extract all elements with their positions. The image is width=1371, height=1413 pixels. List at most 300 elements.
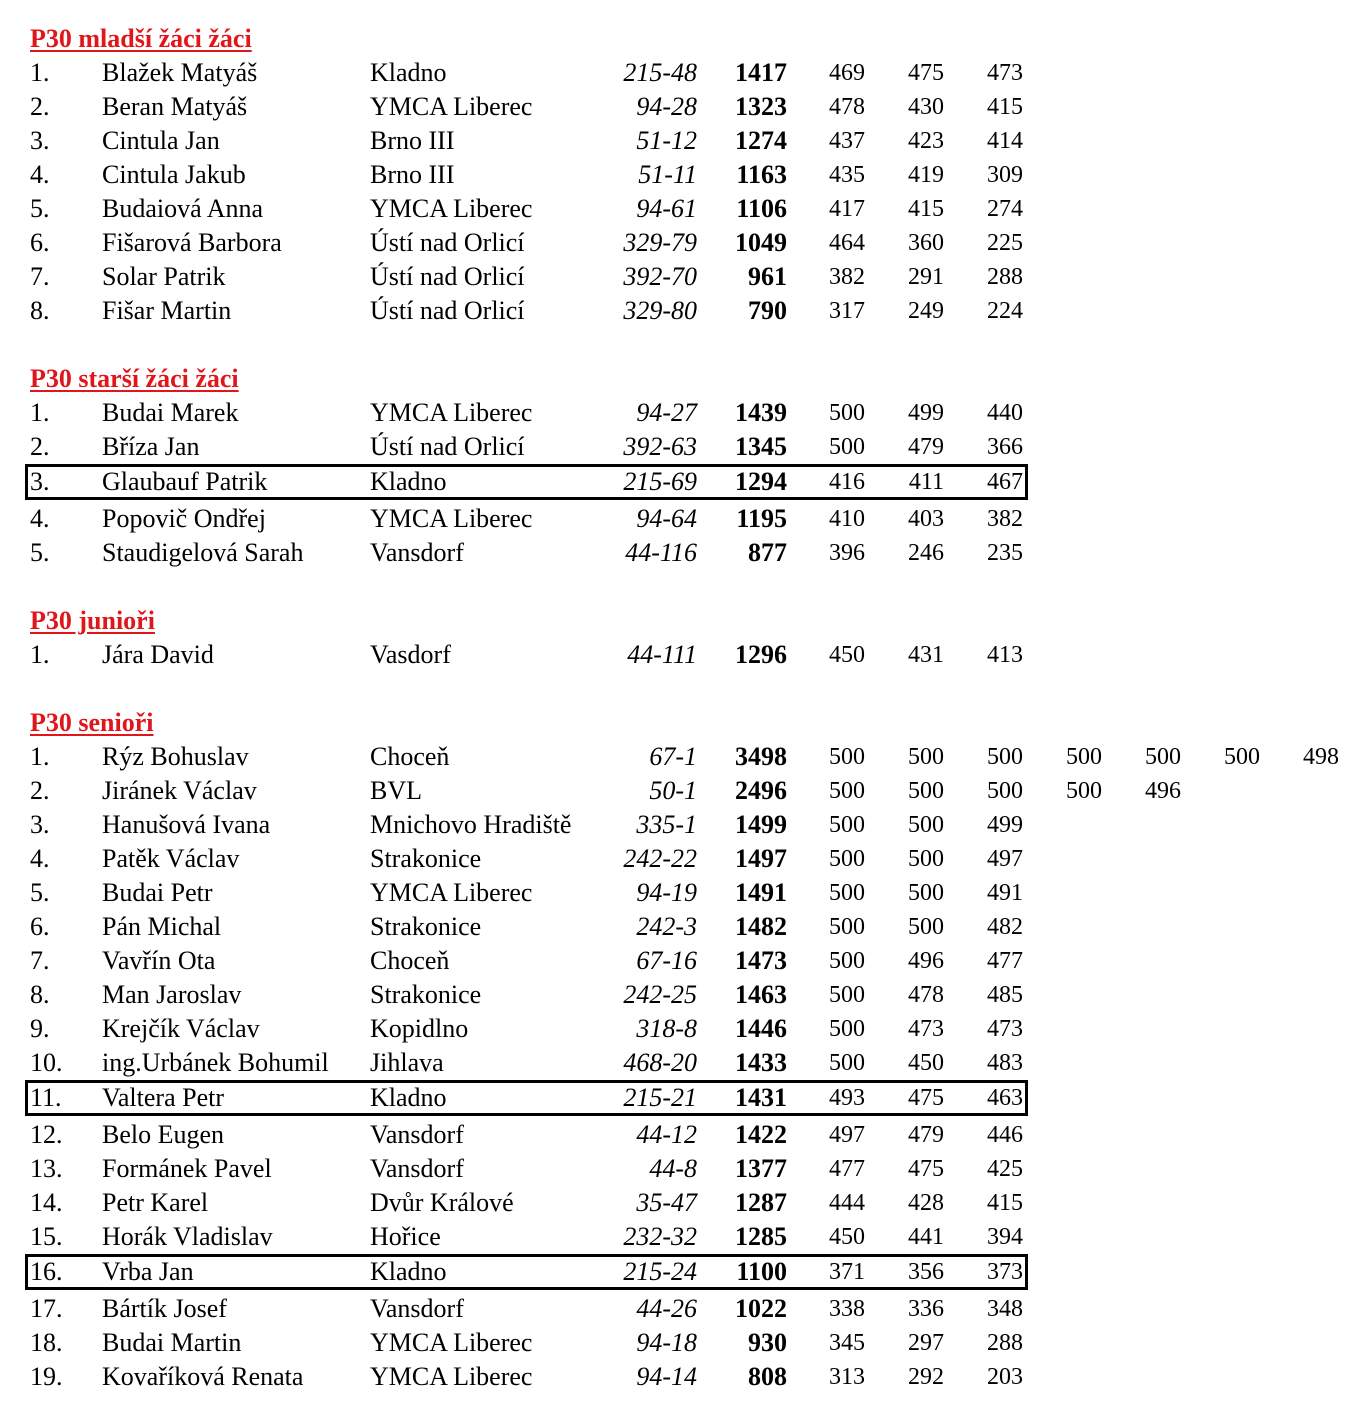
total-score: 3498 — [735, 742, 787, 771]
total-score: 1022 — [735, 1294, 787, 1323]
series-score: 428 — [908, 1190, 944, 1216]
section-heading — [0, 706, 1371, 740]
total-score: 1499 — [735, 810, 787, 839]
series-score: 477 — [829, 1156, 865, 1182]
series-score: 475 — [908, 1156, 944, 1182]
competitor-name: Pán Michal — [102, 912, 222, 941]
club-name: Ústí nad Orlicí — [370, 228, 525, 257]
result-row — [0, 1360, 1371, 1394]
rank-cell: 6. — [30, 912, 50, 941]
series-score: 496 — [908, 948, 944, 974]
registration-code: 242-22 — [623, 844, 697, 873]
results-document — [0, 22, 1371, 1394]
registration-code: 335-1 — [636, 810, 697, 839]
club-name: Brno III — [370, 126, 455, 155]
series-score: 500 — [1224, 744, 1260, 770]
club-name: Vansdorf — [370, 1120, 464, 1149]
club-name: Ústí nad Orlicí — [370, 262, 525, 291]
series-score: 499 — [987, 812, 1023, 838]
series-score: 500 — [987, 778, 1023, 804]
series-score: 500 — [987, 744, 1023, 770]
registration-code: 51-12 — [636, 126, 697, 155]
competitor-name: Bříza Jan — [102, 432, 200, 461]
series-score: 479 — [908, 434, 944, 460]
registration-code: 318-8 — [636, 1014, 697, 1043]
total-score: 1431 — [735, 1083, 787, 1112]
series-score: 485 — [987, 982, 1023, 1008]
series-score: 345 — [829, 1330, 865, 1356]
club-name: Jihlava — [370, 1048, 444, 1077]
rank-cell: 5. — [30, 538, 50, 567]
club-name: Mnichovo Hradiště — [370, 810, 572, 839]
series-score: 464 — [829, 230, 865, 256]
result-row — [0, 638, 1371, 672]
registration-code: 215-69 — [623, 467, 697, 496]
series-score: 500 — [829, 744, 865, 770]
result-row — [0, 396, 1371, 430]
result-row — [0, 124, 1371, 158]
series-score: 482 — [987, 914, 1023, 940]
series-score: 450 — [829, 1224, 865, 1250]
competitor-name: Jiránek Václav — [102, 776, 257, 805]
rank-cell: 18. — [30, 1328, 63, 1357]
club-name: Strakonice — [370, 912, 482, 941]
registration-code: 44-26 — [636, 1294, 697, 1323]
registration-code: 94-27 — [636, 398, 697, 427]
club-name: Hořice — [370, 1222, 441, 1251]
rank-cell: 1. — [30, 640, 50, 669]
series-score: 491 — [987, 880, 1023, 906]
total-score: 1294 — [735, 467, 787, 496]
total-score: 790 — [748, 296, 787, 325]
rank-cell: 3. — [30, 810, 50, 839]
series-score: 415 — [987, 94, 1023, 120]
series-score: 417 — [829, 196, 865, 222]
series-score: 500 — [829, 948, 865, 974]
result-row — [0, 1326, 1371, 1360]
club-name: Dvůr Králové — [370, 1188, 514, 1217]
result-row — [0, 1186, 1371, 1220]
registration-code: 232-32 — [623, 1222, 697, 1251]
total-score: 1100 — [736, 1257, 787, 1286]
club-name: Ústí nad Orlicí — [370, 296, 525, 325]
series-score: 500 — [908, 846, 944, 872]
competitor-name: Formánek Pavel — [102, 1154, 272, 1183]
series-score: 291 — [908, 264, 944, 290]
result-row — [0, 1118, 1371, 1152]
series-score: 483 — [987, 1050, 1023, 1076]
registration-code: 94-19 — [636, 878, 697, 907]
section-title: P30 junioři — [30, 606, 155, 635]
competitor-name: Staudigelová Sarah — [102, 538, 304, 567]
total-score: 1491 — [735, 878, 787, 907]
series-score: 500 — [908, 812, 944, 838]
series-score: 444 — [829, 1190, 865, 1216]
rank-cell: 17. — [30, 1294, 63, 1323]
total-score: 1106 — [736, 194, 787, 223]
section-heading — [0, 604, 1371, 638]
registration-code: 44-8 — [649, 1154, 697, 1183]
series-score: 500 — [1066, 744, 1102, 770]
series-score: 500 — [829, 1016, 865, 1042]
series-score: 463 — [987, 1085, 1023, 1111]
series-score: 467 — [987, 469, 1023, 495]
series-score: 249 — [908, 298, 944, 324]
series-score: 382 — [987, 506, 1023, 532]
total-score: 877 — [748, 538, 787, 567]
rank-cell: 8. — [30, 296, 50, 325]
rank-cell: 4. — [30, 844, 50, 873]
registration-code: 35-47 — [636, 1188, 697, 1217]
series-score: 425 — [987, 1156, 1023, 1182]
total-score: 1287 — [735, 1188, 787, 1217]
registration-code: 392-70 — [623, 262, 697, 291]
series-score: 313 — [829, 1364, 865, 1390]
series-score: 500 — [908, 744, 944, 770]
club-name: Kladno — [370, 1083, 447, 1112]
registration-code: 215-21 — [623, 1083, 697, 1112]
registration-code: 44-12 — [636, 1120, 697, 1149]
section-title: P30 senioři — [30, 708, 154, 737]
section-spacer — [0, 570, 1371, 604]
competitor-name: Cintula Jan — [102, 126, 220, 155]
club-name: Kladno — [370, 1257, 447, 1286]
series-score: 371 — [829, 1259, 865, 1285]
competitor-name: Man Jaroslav — [102, 980, 242, 1009]
rank-cell: 3. — [30, 126, 50, 155]
club-name: Vansdorf — [370, 538, 464, 567]
competitor-name: Glaubauf Patrik — [102, 467, 268, 496]
club-name: YMCA Liberec — [370, 878, 533, 907]
series-score: 500 — [829, 880, 865, 906]
competitor-name: Vrba Jan — [102, 1257, 194, 1286]
total-score: 1417 — [735, 58, 787, 87]
series-score: 356 — [908, 1259, 944, 1285]
total-score: 1296 — [735, 640, 787, 669]
registration-code: 67-16 — [636, 946, 697, 975]
result-row — [0, 774, 1371, 808]
competitor-name: Fišar Martin — [102, 296, 232, 325]
series-score: 450 — [829, 642, 865, 668]
registration-code: 215-24 — [623, 1257, 697, 1286]
registration-code: 94-28 — [636, 92, 697, 121]
series-score: 450 — [908, 1050, 944, 1076]
rank-cell: 15. — [30, 1222, 63, 1251]
rank-cell: 1. — [30, 742, 50, 771]
rank-cell: 2. — [30, 776, 50, 805]
result-row — [0, 740, 1371, 774]
competitor-name: Cintula Jakub — [102, 160, 246, 189]
series-score: 435 — [829, 162, 865, 188]
section-heading — [0, 22, 1371, 56]
result-row — [0, 260, 1371, 294]
result-row — [0, 502, 1371, 536]
section-spacer — [0, 672, 1371, 706]
result-row — [0, 294, 1371, 328]
competitor-name: Solar Patrik — [102, 262, 226, 291]
total-score: 1497 — [735, 844, 787, 873]
series-score: 500 — [829, 1050, 865, 1076]
result-row — [0, 430, 1371, 464]
section-heading — [0, 362, 1371, 396]
competitor-name: Budai Marek — [102, 398, 239, 427]
series-score: 288 — [987, 264, 1023, 290]
series-score: 309 — [987, 162, 1023, 188]
series-score: 203 — [987, 1364, 1023, 1390]
series-score: 366 — [987, 434, 1023, 460]
series-score: 499 — [908, 400, 944, 426]
registration-code: 242-25 — [623, 980, 697, 1009]
result-row — [0, 876, 1371, 910]
registration-code: 329-80 — [623, 296, 697, 325]
series-score: 382 — [829, 264, 865, 290]
series-score: 500 — [1145, 744, 1181, 770]
series-score: 317 — [829, 298, 865, 324]
series-score: 410 — [829, 506, 865, 532]
series-score: 246 — [908, 540, 944, 566]
rank-cell: 12. — [30, 1120, 63, 1149]
highlighted-result-row — [0, 465, 1371, 501]
series-score: 423 — [908, 128, 944, 154]
rank-cell: 2. — [30, 432, 50, 461]
rank-cell: 7. — [30, 946, 50, 975]
series-score: 414 — [987, 128, 1023, 154]
total-score: 1439 — [735, 398, 787, 427]
rank-cell: 19. — [30, 1362, 63, 1391]
total-score: 1433 — [735, 1048, 787, 1077]
competitor-name: Blažek Matyáš — [102, 58, 258, 87]
result-row — [0, 90, 1371, 124]
total-score: 961 — [748, 262, 787, 291]
series-score: 478 — [908, 982, 944, 1008]
competitor-name: Valtera Petr — [102, 1083, 225, 1112]
total-score: 1195 — [736, 504, 787, 533]
section-spacer — [0, 328, 1371, 362]
total-score: 1274 — [735, 126, 787, 155]
rank-cell: 3. — [30, 467, 50, 496]
result-row — [0, 1046, 1371, 1080]
registration-code: 215-48 — [623, 58, 697, 87]
rank-cell: 2. — [30, 92, 50, 121]
series-score: 477 — [987, 948, 1023, 974]
competitor-name: Patěk Václav — [102, 844, 240, 873]
total-score: 1377 — [735, 1154, 787, 1183]
registration-code: 51-11 — [638, 160, 697, 189]
registration-code: 94-61 — [636, 194, 697, 223]
total-score: 1345 — [735, 432, 787, 461]
club-name: Choceň — [370, 742, 450, 771]
rank-cell: 14. — [30, 1188, 63, 1217]
result-row — [0, 226, 1371, 260]
result-row — [0, 808, 1371, 842]
series-score: 413 — [987, 642, 1023, 668]
competitor-name: Hanušová Ivana — [102, 810, 271, 839]
total-score: 1323 — [735, 92, 787, 121]
total-score: 1163 — [736, 160, 787, 189]
rank-cell: 9. — [30, 1014, 50, 1043]
club-name: Strakonice — [370, 844, 482, 873]
rank-cell: 4. — [30, 160, 50, 189]
series-score: 235 — [987, 540, 1023, 566]
result-row — [0, 944, 1371, 978]
competitor-name: Fišarová Barbora — [102, 228, 282, 257]
result-row — [0, 910, 1371, 944]
club-name: Choceň — [370, 946, 450, 975]
club-name: Brno III — [370, 160, 455, 189]
club-name: Kladno — [370, 467, 447, 496]
registration-code: 94-18 — [636, 1328, 697, 1357]
series-score: 437 — [829, 128, 865, 154]
series-score: 500 — [829, 434, 865, 460]
competitor-name: Belo Eugen — [102, 1120, 225, 1149]
registration-code: 50-1 — [649, 776, 697, 805]
club-name: YMCA Liberec — [370, 1362, 533, 1391]
series-score: 373 — [987, 1259, 1023, 1285]
club-name: Vansdorf — [370, 1154, 464, 1183]
club-name: YMCA Liberec — [370, 1328, 533, 1357]
club-name: Ústí nad Orlicí — [370, 432, 525, 461]
competitor-name: Beran Matyáš — [102, 92, 248, 121]
club-name: YMCA Liberec — [370, 398, 533, 427]
result-row — [0, 56, 1371, 90]
series-score: 441 — [908, 1224, 944, 1250]
series-score: 360 — [908, 230, 944, 256]
series-score: 431 — [908, 642, 944, 668]
total-score: 1463 — [735, 980, 787, 1009]
series-score: 500 — [829, 812, 865, 838]
club-name: Kladno — [370, 58, 447, 87]
rank-cell: 1. — [30, 398, 50, 427]
total-score: 1473 — [735, 946, 787, 975]
rank-cell: 13. — [30, 1154, 63, 1183]
series-score: 500 — [829, 778, 865, 804]
highlighted-result-row — [0, 1255, 1371, 1291]
series-score: 473 — [987, 1016, 1023, 1042]
rank-cell: 5. — [30, 194, 50, 223]
series-score: 297 — [908, 1330, 944, 1356]
series-score: 475 — [908, 1085, 944, 1111]
result-row — [0, 1220, 1371, 1254]
club-name: Vansdorf — [370, 1294, 464, 1323]
series-score: 500 — [829, 400, 865, 426]
total-score: 1422 — [735, 1120, 787, 1149]
highlighted-result-row — [0, 1081, 1371, 1117]
series-score: 396 — [829, 540, 865, 566]
competitor-name: Popovič Ondřej — [102, 504, 266, 533]
series-score: 288 — [987, 1330, 1023, 1356]
series-score: 500 — [908, 880, 944, 906]
section-title: P30 starší žáci žáci — [30, 364, 239, 393]
series-score: 440 — [987, 400, 1023, 426]
competitor-name: Petr Karel — [102, 1188, 209, 1217]
registration-code: 94-14 — [636, 1362, 697, 1391]
series-score: 500 — [1066, 778, 1102, 804]
club-name: Kopidlno — [370, 1014, 469, 1043]
series-score: 415 — [987, 1190, 1023, 1216]
series-score: 500 — [908, 778, 944, 804]
club-name: YMCA Liberec — [370, 92, 533, 121]
total-score: 2496 — [735, 776, 787, 805]
result-row — [0, 536, 1371, 570]
series-score: 475 — [908, 60, 944, 86]
club-name: YMCA Liberec — [370, 194, 533, 223]
series-score: 497 — [829, 1122, 865, 1148]
result-row — [0, 1012, 1371, 1046]
club-name: Vasdorf — [370, 640, 451, 669]
series-score: 224 — [987, 298, 1023, 324]
rank-cell: 6. — [30, 228, 50, 257]
registration-code: 94-64 — [636, 504, 697, 533]
series-score: 493 — [829, 1085, 865, 1111]
rank-cell: 8. — [30, 980, 50, 1009]
series-score: 336 — [908, 1296, 944, 1322]
series-score: 473 — [987, 60, 1023, 86]
result-row — [0, 842, 1371, 876]
total-score: 1482 — [735, 912, 787, 941]
series-score: 338 — [829, 1296, 865, 1322]
series-score: 498 — [1303, 744, 1339, 770]
series-score: 419 — [908, 162, 944, 188]
series-score: 500 — [908, 914, 944, 940]
competitor-name: Vavřín Ota — [102, 946, 216, 975]
result-row — [0, 158, 1371, 192]
total-score: 930 — [748, 1328, 787, 1357]
competitor-name: Budai Martin — [102, 1328, 242, 1357]
competitor-name: Jára David — [102, 640, 214, 669]
series-score: 403 — [908, 506, 944, 532]
competitor-name: Rýz Bohuslav — [102, 742, 249, 771]
club-name: BVL — [370, 776, 422, 805]
competitor-name: ing.Urbánek Bohumil — [102, 1048, 329, 1077]
competitor-name: Horák Vladislav — [102, 1222, 273, 1251]
registration-code: 242-3 — [636, 912, 697, 941]
registration-code: 392-63 — [623, 432, 697, 461]
series-score: 446 — [987, 1122, 1023, 1148]
series-score: 394 — [987, 1224, 1023, 1250]
series-score: 469 — [829, 60, 865, 86]
competitor-name: Budai Petr — [102, 878, 213, 907]
series-score: 225 — [987, 230, 1023, 256]
total-score: 808 — [748, 1362, 787, 1391]
rank-cell: 16. — [30, 1257, 63, 1286]
rank-cell: 7. — [30, 262, 50, 291]
series-score: 415 — [908, 196, 944, 222]
section-title: P30 mladší žáci žáci — [30, 24, 252, 53]
competitor-name: Kovaříková Renata — [102, 1362, 304, 1391]
series-score: 411 — [908, 469, 944, 495]
result-row — [0, 1292, 1371, 1326]
registration-code: 468-20 — [623, 1048, 697, 1077]
rank-cell: 11. — [30, 1083, 62, 1112]
series-score: 479 — [908, 1122, 944, 1148]
series-score: 348 — [987, 1296, 1023, 1322]
total-score: 1446 — [735, 1014, 787, 1043]
series-score: 416 — [829, 469, 865, 495]
registration-code: 44-111 — [627, 640, 697, 669]
result-row — [0, 192, 1371, 226]
series-score: 500 — [829, 914, 865, 940]
series-score: 497 — [987, 846, 1023, 872]
competitor-name: Budaiová Anna — [102, 194, 264, 223]
rank-cell: 1. — [30, 58, 50, 87]
club-name: Strakonice — [370, 980, 482, 1009]
registration-code: 329-79 — [623, 228, 697, 257]
series-score: 274 — [987, 196, 1023, 222]
result-row — [0, 1152, 1371, 1186]
registration-code: 67-1 — [649, 742, 697, 771]
rank-cell: 5. — [30, 878, 50, 907]
series-score: 478 — [829, 94, 865, 120]
